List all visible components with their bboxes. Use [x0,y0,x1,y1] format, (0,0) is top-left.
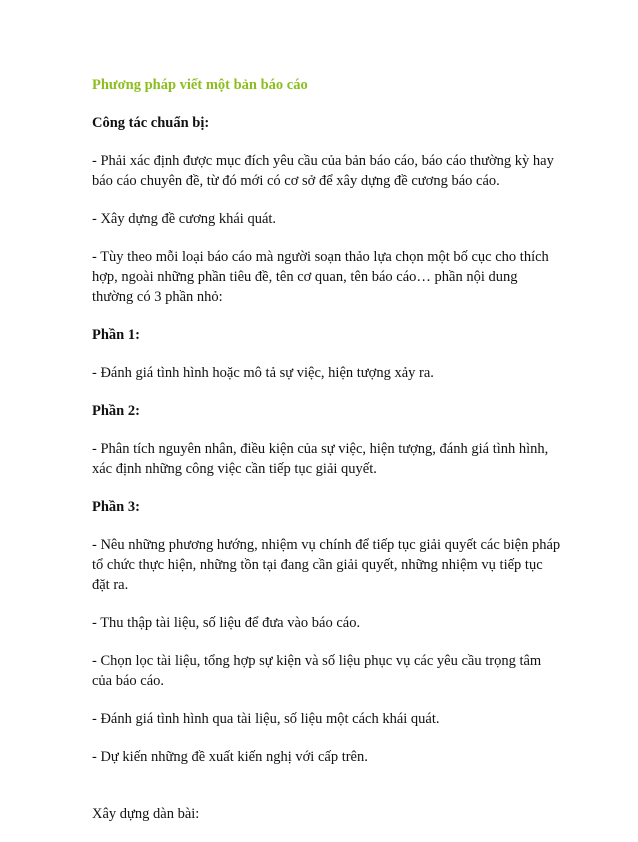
closing-heading: Xây dựng dàn bài: [92,806,200,822]
section-heading: Công tác chuẩn bị: [92,115,210,131]
prep-item: - Xây dựng đề cương khái quát. [92,211,277,227]
final-item: - Thu thập tài liệu, số liệu để đưa vào báo cáo. [92,615,361,631]
part-heading: Phần 3: [92,499,140,515]
part-text: - Nêu những phương hướng, nhiệm vụ chính để tiếp tục giải quyết các biện pháp tổ chức thực hiện, những tồn tại đang cần giải quyết, những nhiệm vụ tiếp tục đặt ra. [92,537,561,593]
part-text: - Phân tích nguyên nhân, điều kiện của sự việc, hiện tượng, đánh giá tình hình, xác định những công việc cần tiếp tục giải quyết. [92,441,549,477]
document-title: Phương pháp viết một bản báo cáo [92,77,308,93]
final-item: - Đánh giá tình hình qua tài liệu, số liệu một cách khái quát. [92,711,440,727]
part-text: - Đánh giá tình hình hoặc mô tả sự việc, hiện tượng xảy ra. [92,365,434,381]
prep-item: - Tùy theo mỗi loại báo cáo mà người soạn thảo lựa chọn một bố cục cho thích hợp, ngoài những phần tiêu đề, tên cơ quan, tên báo cáo… phần nội dung thường có 3 phần nhỏ: [92,249,549,305]
prep-item: - Phải xác định được mục đích yêu cầu của bản báo cáo, báo cáo thường kỳ hay báo cáo chuyên đề, từ đó mới có cơ sở để xây dựng đề cương báo cáo. [92,153,554,189]
final-item: - Chọn lọc tài liệu, tổng hợp sự kiện và số liệu phục vụ các yêu cầu trọng tâm của báo cáo. [92,653,542,689]
part-heading: Phần 2: [92,403,140,419]
final-item: - Dự kiến những đề xuất kiến nghị với cấp trên. [92,749,368,765]
document-body [92,75,562,842]
part-heading: Phần 1: [92,327,140,343]
